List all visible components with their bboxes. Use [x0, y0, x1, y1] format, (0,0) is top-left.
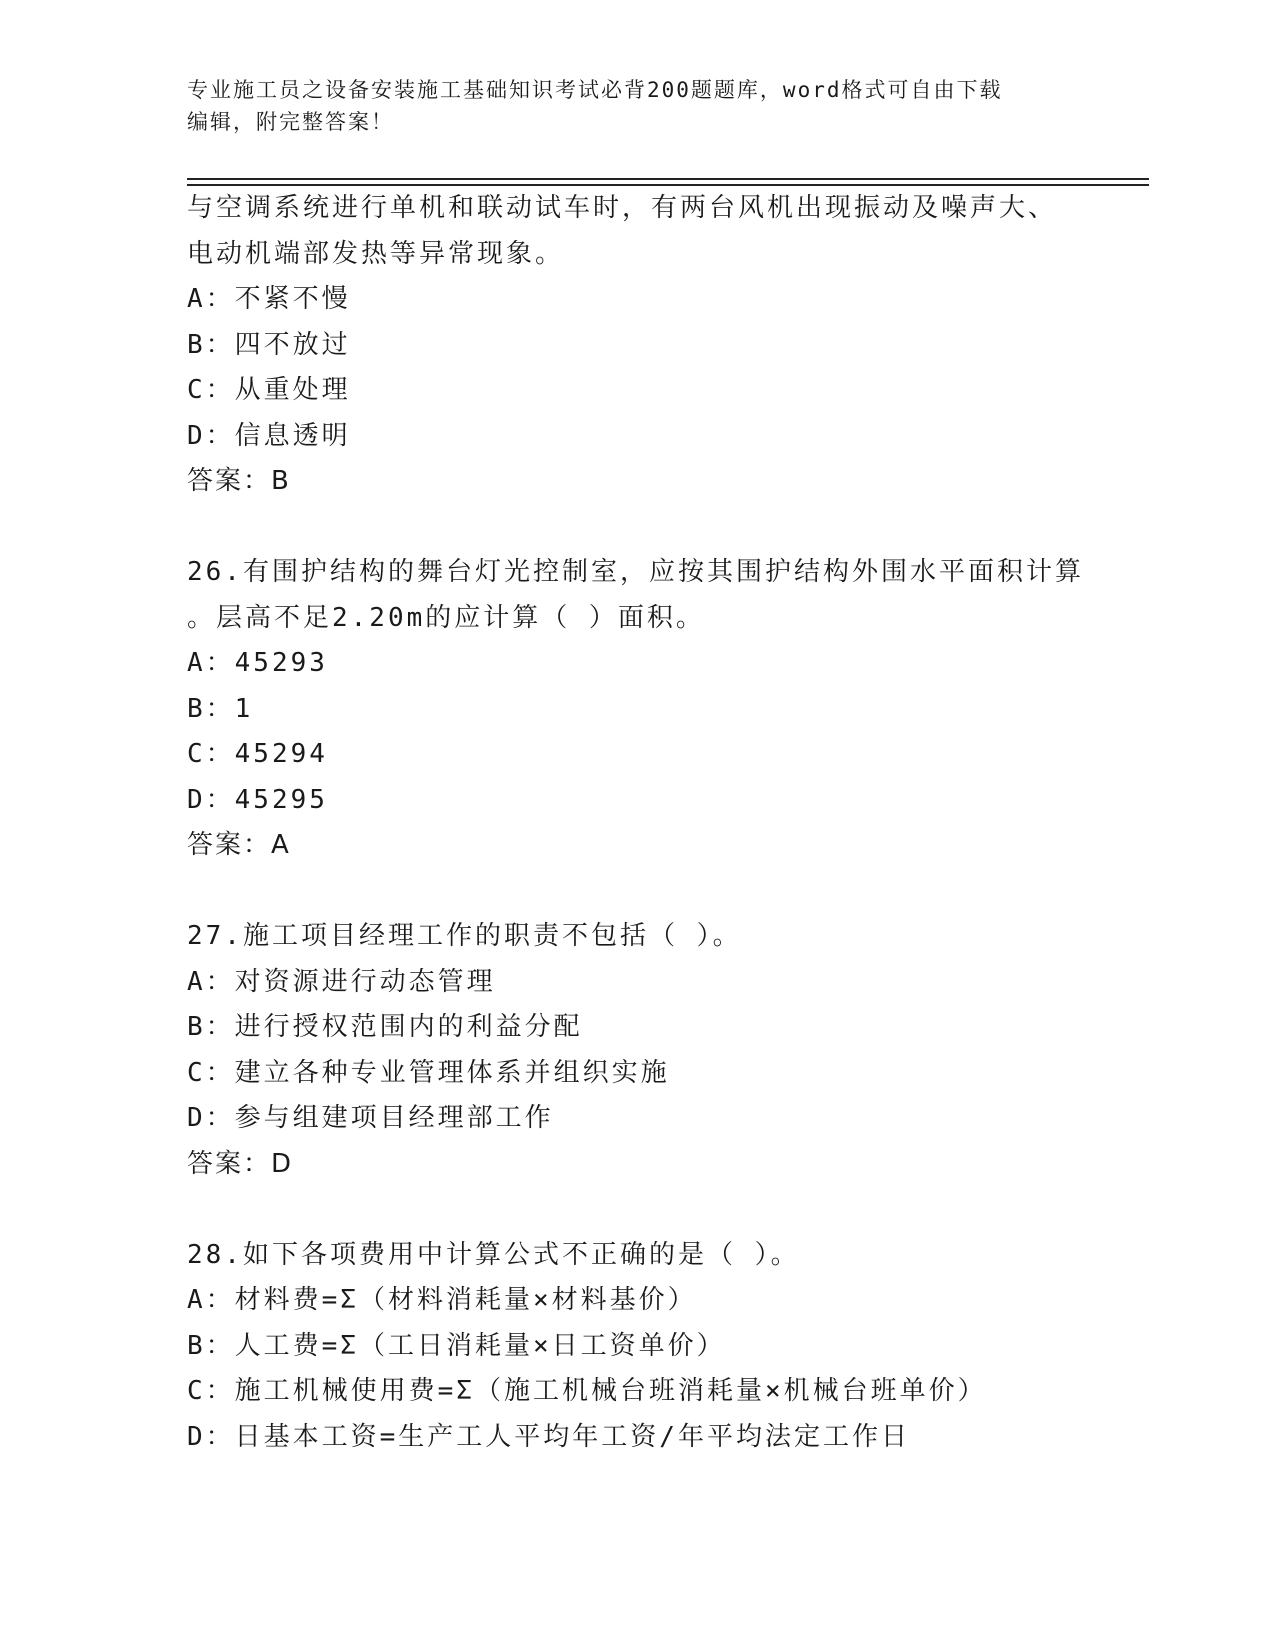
question-27 [187, 914, 1147, 1187]
header-line-1: 专业施工员之设备安装施工基础知识考试必背200题题库，word格式可自由下载 [187, 78, 1003, 102]
option-d: D：参与组建项目经理部工作 [187, 1103, 554, 1133]
option-b: B：人工费=Σ（工日消耗量×日工资单价） [187, 1330, 726, 1361]
question-stem: 。层高不足2.20m的应计算（ ）面积。 [187, 602, 705, 633]
document-header [187, 74, 1087, 138]
header-divider-top [187, 178, 1149, 180]
option-d: D：信息透明 [187, 420, 351, 451]
option-a: A：不紧不慢 [187, 284, 351, 314]
question-list [187, 186, 1147, 1460]
option-b: B：四不放过 [187, 329, 351, 360]
question-26 [187, 550, 1147, 869]
question-25 [187, 186, 1147, 505]
option-c: C：施工机械使用费=Σ（施工机械台班消耗量×机械台班单价） [187, 1376, 987, 1406]
option-d: D：45295 [187, 784, 328, 815]
option-c: C：从重处理 [187, 375, 351, 405]
header-line-2: 编辑，附完整答案！ [187, 110, 394, 134]
question-stem: 26.有围护结构的舞台灯光控制室，应按其围护结构外围水平面积计算 [187, 557, 1084, 587]
spacer [187, 869, 1147, 915]
answer-label: 答案：B [187, 466, 291, 496]
question-stem: 28.如下各项费用中计算公式不正确的是（ ）。 [187, 1239, 800, 1270]
answer-label: 答案：A [187, 830, 291, 860]
question-stem: 27.施工项目经理工作的职责不包括（ ）。 [187, 921, 742, 951]
option-a: A：对资源进行动态管理 [187, 966, 496, 997]
spacer [187, 1187, 1147, 1233]
option-a: A：材料费=Σ（材料消耗量×材料基价） [187, 1285, 697, 1315]
option-a: A：45293 [187, 648, 328, 678]
option-b: B：1 [187, 693, 254, 724]
question-stem: 电动机端部发热等异常现象。 [187, 238, 565, 269]
question-stem: 与空调系统进行单机和联动试车时，有两台风机出现振动及噪声大、 [187, 193, 1058, 223]
option-c: C：45294 [187, 739, 328, 769]
answer-label: 答案：D [187, 1148, 294, 1179]
question-28 [187, 1233, 1147, 1461]
spacer [187, 505, 1147, 551]
option-d: D：日基本工资=生产工人平均年工资/年平均法定工作日 [187, 1421, 910, 1452]
option-b: B：进行授权范围内的利益分配 [187, 1012, 583, 1042]
option-c: C：建立各种专业管理体系并组织实施 [187, 1057, 670, 1088]
